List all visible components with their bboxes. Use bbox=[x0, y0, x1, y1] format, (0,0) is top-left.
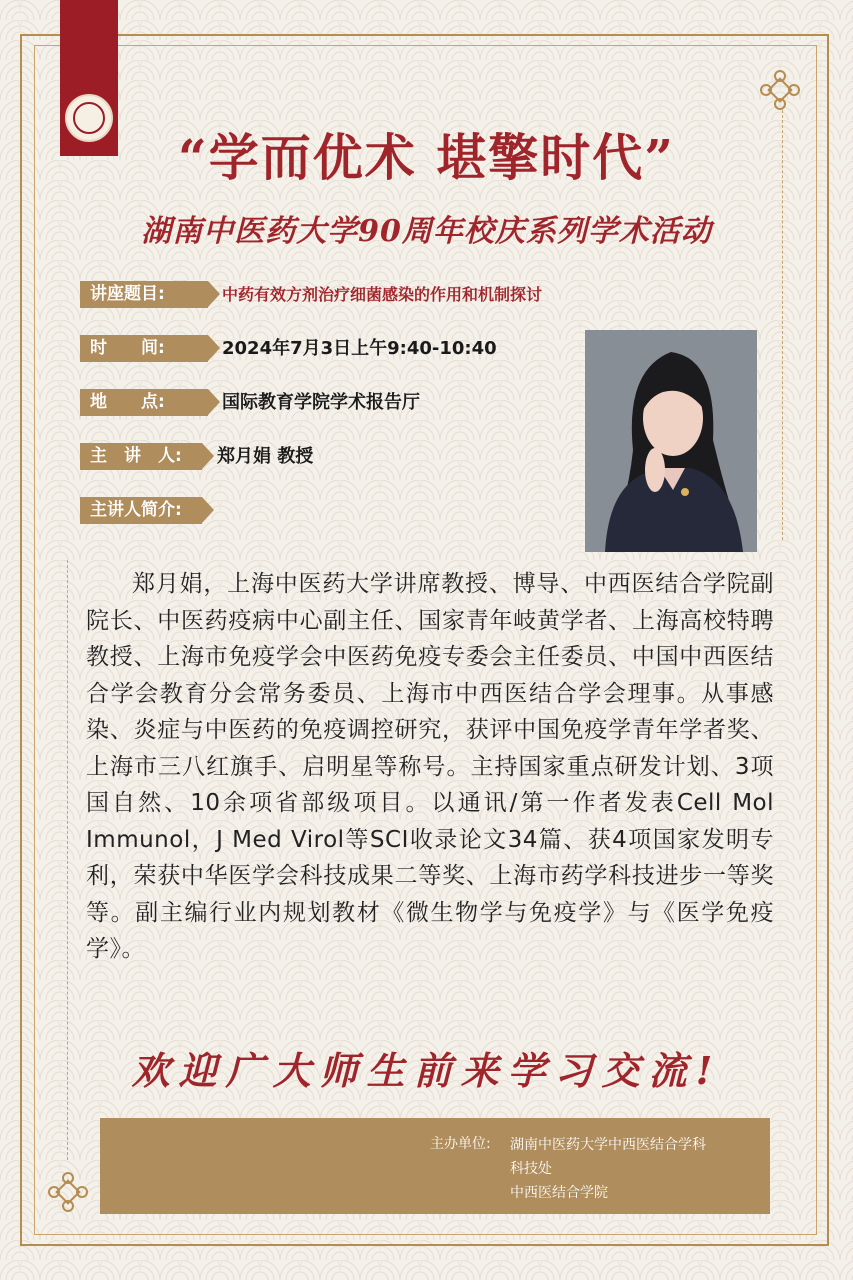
page-title: “学而优术 堪擎时代” bbox=[178, 128, 675, 187]
chinese-knot-icon bbox=[46, 1170, 90, 1214]
speaker-photo bbox=[585, 330, 757, 552]
organizer-line: 湖南中医药大学中西医结合学科 bbox=[510, 1137, 706, 1153]
organizer-box bbox=[100, 1118, 770, 1214]
page-subtitle: 湖南中医药大学90周年校庆系列学术活动 bbox=[141, 214, 712, 249]
organizer-list bbox=[510, 1133, 760, 1205]
topic-value: 中药有效方剂治疗细菌感染的作用和机制探讨 bbox=[222, 285, 543, 304]
place-value: 国际教育学院学术报告厅 bbox=[222, 392, 420, 413]
speaker-value: 郑月娟 教授 bbox=[217, 446, 314, 467]
place-label: 地 点: bbox=[80, 389, 208, 416]
time-label: 时 间: bbox=[80, 335, 208, 362]
organizer-line: 科技处 bbox=[510, 1161, 552, 1177]
time-value: 2024年7月3日上午9:40-10:40 bbox=[222, 338, 497, 359]
organizer-label: 主办单位: bbox=[430, 1136, 491, 1152]
organizer-line: 中西医结合学院 bbox=[510, 1185, 608, 1201]
welcome-banner: 欢迎广大师生前来学习交流! bbox=[131, 1048, 722, 1093]
speaker-label: 主 讲 人: bbox=[80, 443, 202, 470]
speaker-bio: 郑月娟，上海中医药大学讲席教授、博导、中西医结合学院副院长、中医药疫病中心副主任、国家青年岐黄学者、上海高校特聘教授、上海市免疫学会中医药免疫专委会主任委员、中国中西医结合学会教育分会常务委员、上海市中西医结合学会理事。从事感染、炎症与中医药的免疫调控研究，获评中国免疫学青年学者奖、上海市三八红旗手、启明星等称号。主持国家重点研发计划、3项国自然、10余项省部级项目。以通讯/第一作者发表Cell Mol Immunol，J Med Virol等SCI收录论文34篇、获4项国家发明专利，荣获中华医学会科技成果二等奖、上海市药学科技进步一等奖等。副主编行业内规划教材《微生物学与免疫学》与《医学免疫学》。 bbox=[86, 571, 774, 962]
chinese-knot-icon bbox=[758, 68, 802, 112]
topic-label: 讲座题目: bbox=[80, 281, 208, 308]
intro-label: 主讲人简介: bbox=[80, 497, 202, 524]
